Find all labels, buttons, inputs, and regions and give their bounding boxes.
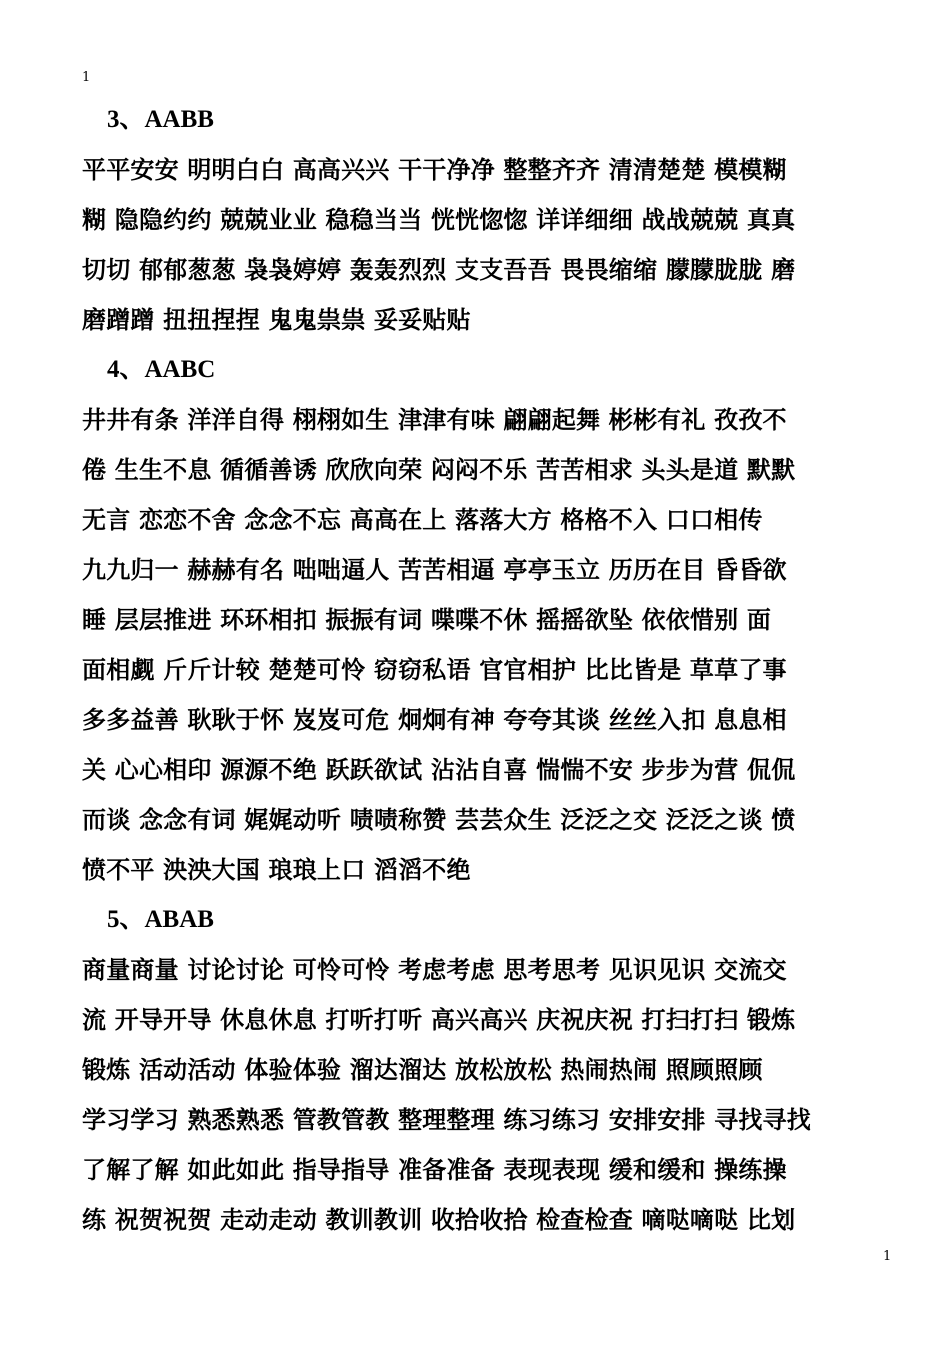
text-line: 糊 隐隐约约 兢兢业业 稳稳当当 恍恍惚惚 详详细细 战战兢兢 真真: [82, 205, 796, 234]
section-heading: 4、AABC: [107, 356, 216, 383]
text-line: 切切 郁郁葱葱 袅袅婷婷 轰轰烈烈 支支吾吾 畏畏缩缩 朦朦胧胧 磨: [82, 255, 796, 284]
page-number-footer: 1: [883, 1249, 892, 1264]
text-line: 磨蹭蹭 扭扭捏捏 鬼鬼祟祟 妥妥贴贴: [82, 305, 471, 334]
text-line: 而谈 念念有词 娓娓动听 啧啧称赞 芸芸众生 泛泛之交 泛泛之谈 愤: [82, 805, 796, 834]
section-aabc: [82, 345, 892, 895]
text-line: 井井有条 洋洋自得 栩栩如生 津津有味 翩翩起舞 彬彬有礼 孜孜不: [82, 405, 787, 434]
text-line: 商量商量 讨论讨论 可怜可怜 考虑考虑 思考思考 见识见识 交流交: [82, 955, 787, 984]
text-line: 了解了解 如此如此 指导指导 准备准备 表现表现 缓和缓和 操练操: [82, 1155, 787, 1184]
text-line: 流 开导开导 休息休息 打听打听 高兴高兴 庆祝庆祝 打扫打扫 锻炼: [82, 1005, 796, 1034]
text-line: 练 祝贺祝贺 走动走动 教训教训 收拾收拾 检查检查 嘀哒嘀哒 比划: [82, 1205, 796, 1234]
text-line: 无言 恋恋不舍 念念不忘 高高在上 落落大方 格格不入 口口相传: [82, 505, 763, 534]
section-aabb: [82, 95, 892, 345]
page-number-header: 1: [82, 70, 91, 85]
text-line: 学习学习 熟悉熟悉 管教管教 整理整理 练习练习 安排安排 寻找寻找: [82, 1105, 811, 1134]
text-line: 九九归一 赫赫有名 咄咄逼人 苦苦相逼 亭亭玉立 历历在目 昏昏欲: [82, 555, 787, 584]
text-line: 关 心心相印 源源不绝 跃跃欲试 沾沾自喜 惴惴不安 步步为营 侃侃: [82, 755, 796, 784]
text-line: 睡 层层推进 环环相扣 振振有词 喋喋不休 摇摇欲坠 依依惜别 面: [82, 605, 772, 634]
text-line: 愤不平 泱泱大国 琅琅上口 滔滔不绝: [82, 855, 471, 884]
text-line: 倦 生生不息 循循善诱 欣欣向荣 闷闷不乐 苦苦相求 头头是道 默默: [82, 455, 796, 484]
section-abab: [82, 895, 892, 1245]
text-line: 平平安安 明明白白 高高兴兴 干干净净 整整齐齐 清清楚楚 模模糊: [82, 155, 787, 184]
document-body: [82, 95, 892, 1245]
text-line: 多多益善 耿耿于怀 岌岌可危 炯炯有神 夸夸其谈 丝丝入扣 息息相: [82, 705, 787, 734]
text-line: 面相觑 斤斤计较 楚楚可怜 窃窃私语 官官相护 比比皆是 草草了事: [82, 655, 787, 684]
section-heading: 5、ABAB: [107, 906, 214, 933]
section-heading: 3、AABB: [107, 106, 214, 133]
text-line: 锻炼 活动活动 体验体验 溜达溜达 放松放松 热闹热闹 照顾照顾: [82, 1055, 763, 1084]
